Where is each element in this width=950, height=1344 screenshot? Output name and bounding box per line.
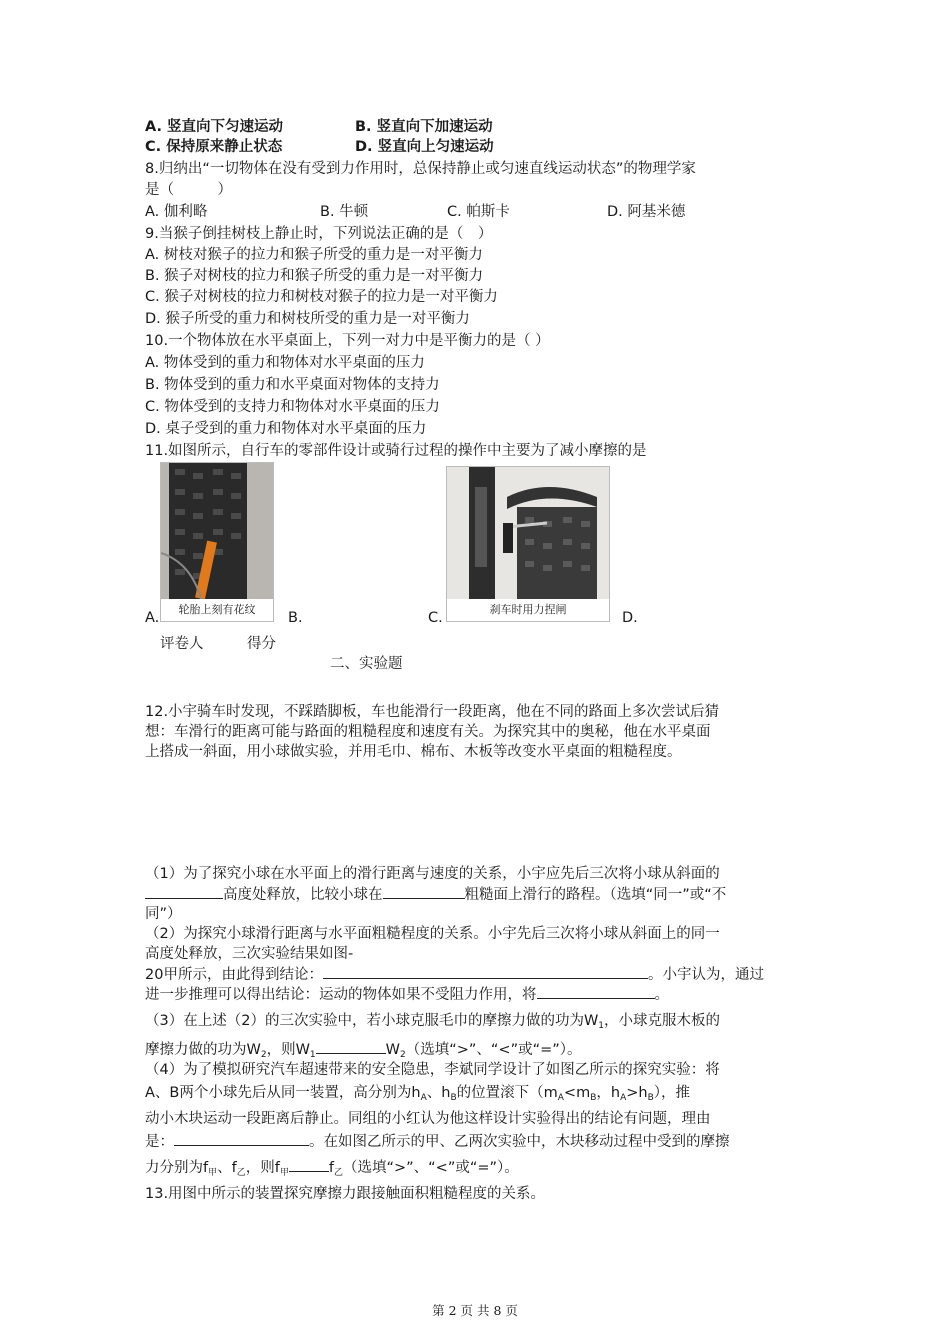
q12-sub1-line1: （1）为了探究小球在水平面上的滑行距离与速度的关系，小宇应先后三次将小球从斜面的 — [145, 866, 720, 882]
page-footer: 第 2 页 共 8 页 — [432, 1303, 518, 1318]
q12-para-line1: 12.小宇骑车时发现，不踩踏脚板，车也能滑行一段距离，他在不同的路面上多次尝试后猜 — [145, 704, 720, 720]
q10-option-c: C. 物体受到的支持力和物体对水平桌面的压力 — [145, 399, 440, 415]
brake-image — [447, 467, 609, 599]
q12-sub1-line2 — [145, 884, 726, 905]
q12-para-line2: 想：车滑行的距离可能与路面的粗糙程度和速度有关。为探究其中的奥秘，他在水平桌面 — [145, 724, 711, 740]
q11-label-d: D. — [622, 610, 638, 626]
q12-sub4-text-d: <m — [563, 1085, 591, 1101]
q10-stem: 10.一个物体放在水平桌面上，下列一对力中是平衡力的是（ ） — [145, 333, 550, 349]
q10-option-a: A. 物体受到的重力和物体对水平桌面的压力 — [145, 355, 425, 371]
q12-para-line3: 上搭成一斜面，用小球做实验，并用毛巾、棉布、木板等改变水平桌面的粗糙程度。 — [145, 744, 682, 760]
q10-option-b: B. 物体受到的重力和水平桌面对物体的支持力 — [145, 377, 440, 393]
q12-sub2-text-c: 进一步推理可以得出结论：运动的物体如果不受阻力作用，将 — [145, 987, 537, 1003]
q12-sub3-text-a: （3）在上述（2）的三次实验中，若小球克服毛巾的摩擦力做的功为W — [145, 1013, 599, 1029]
q12-sub4-line4 — [145, 1131, 730, 1152]
q12-sub3-text-f: （选填“>”、“<”或“=”）。 — [405, 1042, 582, 1058]
subscript: 2 — [260, 1050, 267, 1060]
q12-sub4-text-h: 是： — [145, 1134, 174, 1150]
answer-blank-4[interactable] — [537, 984, 655, 999]
q12-sub4-text-j: 力分别为f — [145, 1160, 209, 1176]
q12-sub3-text-c: 摩擦力做的功为W — [145, 1042, 261, 1058]
q12-sub4-text-c: 的位置滚下（m — [456, 1085, 558, 1101]
answer-blank-7[interactable] — [289, 1157, 329, 1172]
q8-option-d: D. 阿基米德 — [607, 204, 686, 220]
q12-sub2-text-d: 。 — [654, 987, 669, 1003]
section-title: 二、实验题 — [330, 656, 403, 672]
tire-tread-caption: 轮胎上刻有花纹 — [161, 599, 273, 621]
q12-sub4-line3: 动小木块运动一段距离后静止。同组的小红认为他这样设计实验得出的结论有问题，理由 — [145, 1111, 711, 1127]
q11-stem: 11.如图所示，自行车的零部件设计或骑行过程的操作中主要为了减小摩擦的是 — [145, 443, 647, 459]
q12-sub4-text-m: f — [328, 1160, 334, 1176]
subscript: 1 — [598, 1021, 605, 1031]
subscript: 乙 — [333, 1168, 343, 1178]
answer-blank-2[interactable] — [383, 884, 465, 899]
q9-option-b: B. 猴子对树枝的拉力和猴子所受的重力是一对平衡力 — [145, 268, 484, 284]
q12-sub2-text-b: 。小宇认为，通过 — [647, 967, 764, 983]
q12-sub4-text-l: ，则f — [245, 1160, 280, 1176]
q12-sub3-line1 — [145, 1011, 720, 1036]
q9-option-d: D. 猴子所受的重力和树枝所受的重力是一对平衡力 — [145, 311, 470, 327]
q8-stem-line2: 是（ ） — [145, 182, 232, 198]
q11-label-b: B. — [288, 610, 303, 626]
q11-label-a: A. — [145, 610, 160, 626]
q12-sub1-text-a: 高度处释放，比较小球在 — [223, 887, 383, 903]
subscript: B — [450, 1093, 457, 1103]
subscript: 2 — [400, 1050, 406, 1060]
q13-stem: 13.用图中所示的装置探究摩擦力跟接触面积粗糙程度的关系。 — [145, 1186, 546, 1202]
q12-sub4-line5 — [145, 1157, 519, 1183]
q12-sub2-line3 — [145, 964, 764, 985]
q10-option-d: D. 桌子受到的重力和物体对水平桌面的压力 — [145, 421, 427, 437]
grader-label: 评卷人 — [160, 636, 204, 652]
q12-sub4-text-n: （选填“>”、“<”或“=”）。 — [343, 1160, 519, 1176]
brake-caption: 刹车时用力捏闸 — [447, 599, 609, 621]
q7-option-a: A. 竖直向下匀速运动 — [145, 119, 284, 135]
subscript: A — [557, 1093, 564, 1103]
q12-sub4-text-g: ），推 — [653, 1085, 691, 1101]
q9-stem: 9.当猴子倒挂树枝上静止时，下列说法正确的是（ ） — [145, 226, 493, 242]
q12-sub1-text-b: 粗糙面上滑行的路程。（选填“同一”或“不 — [464, 887, 727, 903]
subscript: B — [647, 1093, 654, 1103]
q12-sub2-text-a: 20甲所示，由此得到结论： — [145, 967, 323, 983]
answer-blank-1[interactable] — [145, 884, 223, 899]
score-label: 得分 — [247, 636, 276, 652]
q12-sub1-line3: 同”） — [145, 906, 182, 922]
answer-blank-6[interactable] — [174, 1131, 309, 1146]
q8-option-c: C. 帕斯卡 — [447, 204, 510, 220]
q8-option-b: B. 牛顿 — [320, 204, 369, 220]
q7-option-b: B. 竖直向下加速运动 — [355, 119, 493, 135]
subscript: 甲 — [208, 1168, 218, 1178]
answer-blank-3[interactable] — [323, 964, 648, 979]
answer-blank-5[interactable] — [316, 1039, 386, 1054]
brake-photo — [446, 466, 610, 622]
q12-sub4-text-b: 、h — [426, 1085, 451, 1101]
q9-option-a: A. 树枝对猴子的拉力和猴子所受的重力是一对平衡力 — [145, 247, 483, 263]
q12-sub3-text-e: W — [385, 1042, 400, 1058]
q12-sub4-text-a: A、B两个小球先后从同一装置，高分别为h — [145, 1085, 421, 1101]
q12-sub3-text-b: ，小球克服木板的 — [604, 1013, 721, 1029]
q12-sub4-text-f: >h — [626, 1085, 648, 1101]
q8-option-a: A. 伽利略 — [145, 204, 208, 220]
q7-option-c: C. 保持原来静止状态 — [145, 139, 283, 155]
tire-tread-photo — [160, 462, 274, 622]
q8-stem-line1: 8.归纳出“一切物体在没有受到力作用时，总保持静止或匀速直线运动状态”的物理学家 — [145, 161, 696, 177]
subscript: B — [590, 1093, 597, 1103]
q12-sub2-line2: 高度处释放，三次实验结果如图- — [145, 946, 354, 962]
subscript: 1 — [309, 1050, 316, 1060]
q12-sub4-text-e: ，h — [596, 1085, 621, 1101]
subscript: A — [420, 1093, 427, 1103]
tire-tread-image — [161, 463, 273, 599]
q12-sub3-text-d: ，则W — [266, 1042, 310, 1058]
q12-sub4-line2 — [145, 1083, 690, 1108]
subscript: 甲 — [279, 1168, 289, 1178]
q12-sub2-line1: （2）为探究小球滑行距离与水平面粗糙程度的关系。小宇先后三次将小球从斜面上的同一 — [145, 926, 720, 942]
q9-option-c: C. 猴子对树枝的拉力和树枝对猴子的拉力是一对平衡力 — [145, 289, 498, 305]
subscript: A — [620, 1093, 627, 1103]
q7-option-d: D. 竖直向上匀速运动 — [355, 139, 494, 155]
q12-sub4-text-k: 、f — [217, 1160, 237, 1176]
q12-sub2-line4 — [145, 984, 669, 1005]
q12-sub4-text-i: 。在如图乙所示的甲、乙两次实验中，木块移动过程中受到的摩擦 — [309, 1134, 730, 1150]
q12-sub4-line1: （4）为了模拟研究汽车超速带来的安全隐患，李斌同学设计了如图乙所示的探究实验：将 — [145, 1062, 720, 1078]
q11-label-c: C. — [428, 610, 443, 626]
subscript: 乙 — [236, 1168, 246, 1178]
